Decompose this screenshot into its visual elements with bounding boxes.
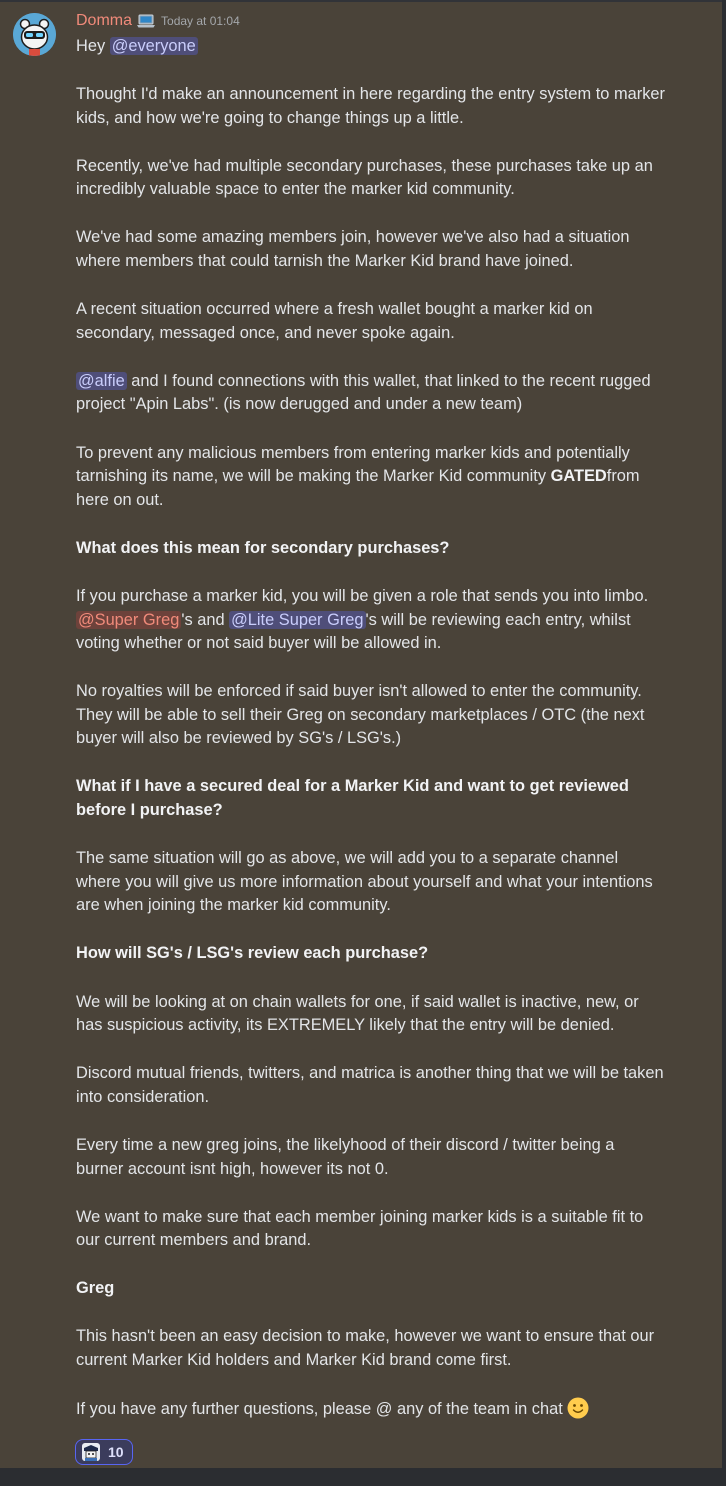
paragraph: Every time a new greg joins, the likelyhood of their discord / twitter being a burner account isnt high, however its not 0. [76, 1135, 615, 1178]
reaction-count: 10 [108, 1444, 124, 1460]
mention-super-greg[interactable]: @Super Greg [78, 610, 180, 629]
heading-text: What if I have a secured deal for a Marker Kid and want to get reviewed before I purchase? [76, 777, 629, 820]
section-heading [76, 537, 666, 561]
heading-text: What does this mean for secondary purchases? [76, 538, 450, 557]
paragraph [76, 442, 666, 513]
scrollbar-track[interactable] [722, 0, 726, 1486]
slightly-smiling-face-icon [567, 1397, 589, 1419]
paragraph: The same situation will go as above, we will add you to a separate channel where you will give us more information about yourself and what your intentions are when joining the marker kid community. [76, 849, 653, 915]
last-paragraph [76, 1397, 666, 1422]
paragraph [76, 585, 666, 656]
message-header [76, 10, 240, 32]
paragraph: We want to make sure that each member joining marker kids is a suitable fit to our current members and brand. [76, 1207, 644, 1250]
paragraph: Discord mutual friends, twitters, and matrica is another thing that we will be taken into consideration. [76, 1064, 664, 1106]
laptop-icon [136, 13, 156, 29]
paragraph-text: To prevent any malicious members from entering marker kids and potentially tarnishing its name, we will be making the Marker Kid community [76, 443, 630, 486]
greeting-line [76, 35, 666, 59]
timestamp[interactable]: Today at 01:04 [161, 14, 240, 28]
reaction-button[interactable] [75, 1439, 133, 1465]
bottom-divider [0, 1468, 726, 1486]
heading-text: How will SG's / LSG's review each purchase? [76, 944, 429, 963]
paragraph: This hasn't been an easy decision to make, however we want to ensure that our current Marker Kid holders and Marker Kid brand come first. [76, 1327, 655, 1369]
section-heading [76, 775, 666, 822]
paragraph: Thought I'd make an announcement in here regarding the entry system to marker kids, and how we're going to change things up a little. [76, 85, 665, 127]
paragraph-text: If you purchase a marker kid, you will be given a role that sends you into limbo. [76, 586, 649, 605]
mention-alfie[interactable]: @alfie [78, 371, 125, 390]
mention-everyone[interactable]: @everyone [111, 37, 196, 55]
paragraph: A recent situation occurred where a fresh wallet bought a marker kid on secondary, messaged once, and never spoke again. [76, 300, 593, 342]
paragraph-text: If you have any further questions, please @ any of the team in chat [76, 1400, 563, 1419]
paragraph-text: and I found connections with this wallet, that linked to the recent rugged project "Apin Labs". (is now derugged and under a new team) [76, 371, 651, 414]
paragraph-text: from here on out. [76, 467, 640, 509]
avatar[interactable] [13, 13, 56, 56]
greeting-text: Hey [76, 37, 110, 55]
heading-text: Greg [76, 1279, 115, 1298]
message[interactable] [0, 2, 722, 1468]
paragraph: Recently, we've had multiple secondary purchases, these purchases take up an incredibly valuable space to enter the marker kid community. [76, 156, 653, 199]
paragraph: No royalties will be enforced if said buyer isn't allowed to enter the community. They will be able to sell their Greg on secondary marketplaces / OTC (the next buyer will also be reviewed by SG's / LSG's.) [76, 682, 645, 748]
greg-avatar-icon [82, 1443, 100, 1461]
paragraph: We've had some amazing members join, however we've also had a situation where members that could tarnish the Marker Kid brand have joined. [76, 228, 630, 271]
bold-text: GATED [550, 467, 607, 486]
author-name[interactable]: Domma [76, 12, 133, 29]
mention-lite-super-greg[interactable]: @Lite Super Greg [231, 610, 364, 629]
paragraph: We will be looking at on chain wallets for one, if said wallet is inactive, new, or has suspicious activity, its EXTREMELY likely that the entry will be denied. [76, 992, 639, 1035]
paragraph [76, 370, 666, 417]
message-content [76, 35, 666, 1422]
paragraph-text: 's will be reviewing each entry, whilst voting whether or not said buyer will be allowed in. [76, 610, 631, 653]
paragraph-text: 's and [181, 610, 230, 629]
robot-avatar-icon [13, 13, 56, 56]
section-heading [76, 1277, 666, 1301]
section-heading [76, 942, 666, 966]
